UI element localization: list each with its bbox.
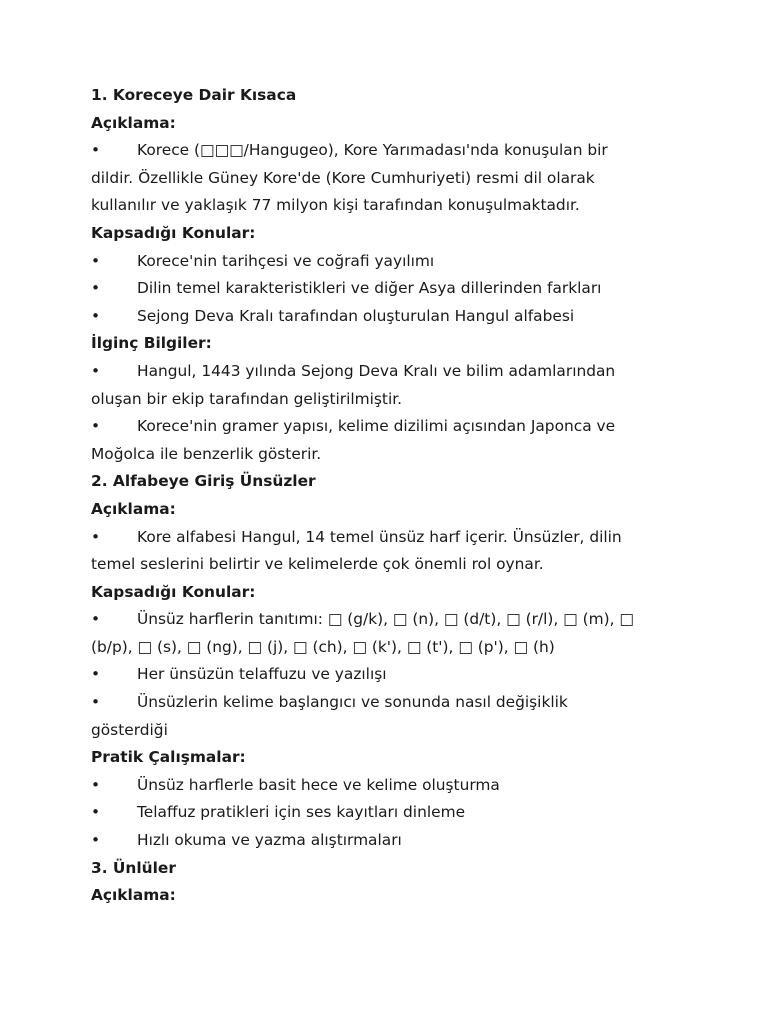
line-text: 3. Ünlüler [91, 858, 176, 877]
bullet-item [91, 137, 681, 165]
line-text: Korece (□□□/Hangugeo), Kore Yarımadası'nda konuşulan bir [137, 141, 608, 160]
bullet-item [91, 827, 681, 855]
bullet-marker: • [91, 610, 101, 629]
document-page [91, 82, 681, 910]
bullet-marker: • [91, 251, 101, 270]
section-heading [91, 468, 681, 496]
bullet-marker: • [91, 141, 101, 160]
line-text: Açıklama: [91, 886, 176, 905]
line-text: Kore alfabesi Hangul, 14 temel ünsüz harf içerir. Ünsüzler, dilin [137, 527, 622, 546]
bullet-marker: • [91, 361, 101, 380]
section-heading [91, 855, 681, 883]
paragraph-line [91, 551, 681, 579]
section-heading [91, 882, 681, 910]
bullet-marker: • [91, 665, 101, 684]
bullet-marker: • [91, 417, 101, 436]
line-text: Her ünsüzün telaffuzu ve yazılışı [137, 665, 387, 684]
bullet-marker: • [91, 693, 101, 712]
line-text: Kapsadığı Konular: [91, 223, 256, 242]
bullet-item [91, 413, 681, 441]
bullet-marker: • [91, 527, 101, 546]
bullet-item [91, 524, 681, 552]
line-text: Korece'nin gramer yapısı, kelime dizilimi açısından Japonca ve [137, 417, 616, 436]
line-text: dildir. Özellikle Güney Kore'de (Kore Cumhuriyeti) resmi dil olarak [91, 168, 595, 187]
section-heading [91, 110, 681, 138]
line-text: Moğolca ile benzerlik gösterir. [91, 444, 322, 463]
bullet-marker: • [91, 279, 101, 298]
section-heading [91, 744, 681, 772]
line-text: gösterdiği [91, 720, 168, 739]
paragraph-line [91, 192, 681, 220]
bullet-item [91, 689, 681, 717]
bullet-item [91, 606, 681, 634]
section-heading [91, 220, 681, 248]
section-heading [91, 579, 681, 607]
bullet-item [91, 275, 681, 303]
bullet-marker: • [91, 803, 101, 822]
line-text: (b/p), □ (s), □ (ng), □ (j), □ (ch), □ (k'), □ (t'), □ (p'), □ (h) [91, 637, 555, 656]
bullet-item [91, 303, 681, 331]
line-text: Kapsadığı Konular: [91, 582, 256, 601]
bullet-item [91, 248, 681, 276]
line-text: Ünsüz harflerin tanıtımı: □ (g/k), □ (n), □ (d/t), □ (r/l), □ (m), □ [137, 610, 634, 629]
section-heading [91, 330, 681, 358]
line-text: oluşan bir ekip tarafından geliştirilmiştir. [91, 389, 403, 408]
line-text: Ünsüzlerin kelime başlangıcı ve sonunda nasıl değişiklik [137, 693, 568, 712]
line-text: Hızlı okuma ve yazma alıştırmaları [137, 831, 402, 850]
line-text: Korece'nin tarihçesi ve coğrafi yayılımı [137, 251, 435, 270]
line-text: temel seslerini belirtir ve kelimelerde çok önemli rol oynar. [91, 555, 544, 574]
bullet-marker: • [91, 831, 101, 850]
paragraph-line [91, 441, 681, 469]
line-text: kullanılır ve yaklaşık 77 milyon kişi tarafından konuşulmaktadır. [91, 196, 580, 215]
line-text: Açıklama: [91, 113, 176, 132]
bullet-item [91, 661, 681, 689]
section-heading [91, 82, 681, 110]
line-text: 2. Alfabeye Giriş Ünsüzler [91, 472, 316, 491]
paragraph-line [91, 386, 681, 414]
line-text: Telaffuz pratikleri için ses kayıtları dinleme [137, 803, 466, 822]
line-text: Açıklama: [91, 499, 176, 518]
line-text: Sejong Deva Kralı tarafından oluşturulan Hangul alfabesi [137, 306, 575, 325]
section-heading [91, 496, 681, 524]
line-text: İlginç Bilgiler: [91, 334, 212, 353]
line-text: Pratik Çalışmalar: [91, 748, 246, 767]
line-text: Hangul, 1443 yılında Sejong Deva Kralı ve bilim adamlarından [137, 361, 616, 380]
line-text: Ünsüz harflerle basit hece ve kelime oluşturma [137, 775, 500, 794]
line-text: Dilin temel karakteristikleri ve diğer Asya dillerinden farkları [137, 279, 602, 298]
bullet-marker: • [91, 775, 101, 794]
line-text: 1. Koreceye Dair Kısaca [91, 86, 297, 104]
bullet-item [91, 799, 681, 827]
paragraph-line [91, 634, 681, 662]
bullet-marker: • [91, 306, 101, 325]
paragraph-line [91, 165, 681, 193]
paragraph-line [91, 717, 681, 745]
bullet-item [91, 772, 681, 800]
bullet-item [91, 358, 681, 386]
